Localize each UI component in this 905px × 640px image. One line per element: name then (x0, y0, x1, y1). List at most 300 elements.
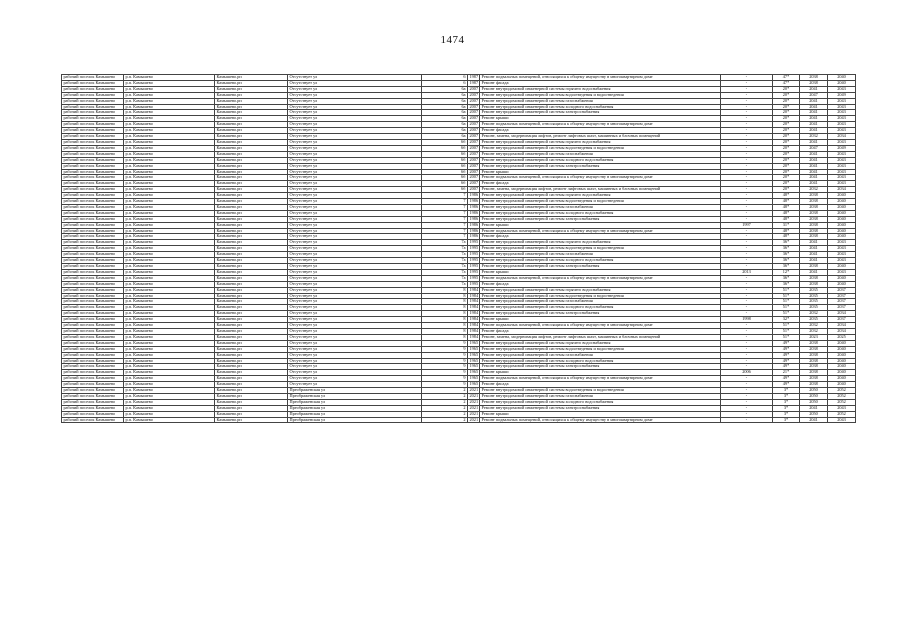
house-number-cell: 6б (422, 139, 468, 145)
settlement-cell: рабочий поселок Камышево (62, 293, 124, 299)
end-year-cell: 2043 (828, 246, 856, 252)
locality-cell: р.п. Камышево (124, 334, 215, 340)
start-year-cell: 2038 (800, 210, 828, 216)
work-type-cell: Ремонт внутридомовой инженерной системы газоснабжения (480, 204, 721, 210)
street-cell: Отсутствует ул (288, 199, 422, 205)
settlement-cell: рабочий поселок Камышево (62, 139, 124, 145)
locality-cell: р.п. Камышево (124, 139, 215, 145)
house-number-cell: 7а (422, 281, 468, 287)
start-year-cell: 2038 (800, 75, 828, 81)
work-type-cell: Ремонт внутридомовой инженерной системы газоснабжения (480, 352, 721, 358)
wear-cell: 20* (773, 134, 800, 140)
end-year-cell: 2040 (828, 193, 856, 199)
locality-cell: р.п. Камышево (124, 393, 215, 399)
settlement-cell: рабочий поселок Камышево (62, 228, 124, 234)
build-year-cell: 1984 (469, 316, 479, 322)
street-cell: Преображенская ул (288, 417, 422, 423)
settlement-cell: рабочий поселок Камышево (62, 388, 124, 394)
end-year-cell: 2043 (828, 252, 856, 258)
settlement-cell: рабочий поселок Камышево (62, 352, 124, 358)
locality-code-cell: Камышево.рп (215, 376, 288, 382)
locality-cell: р.п. Камышево (124, 305, 215, 311)
locality-code-cell: Камышево.рп (215, 75, 288, 81)
work-type-cell: Ремонт крыши (480, 269, 721, 275)
house-number-cell: 7а (422, 258, 468, 264)
last-repair-year-cell: - (721, 145, 773, 151)
end-year-cell: 2043 (828, 240, 856, 246)
settlement-cell: рабочий поселок Камышево (62, 281, 124, 287)
street-cell: Отсутствует ул (288, 287, 422, 293)
street-cell: Отсутствует ул (288, 187, 422, 193)
build-year-cell: 2007 (469, 169, 479, 174)
build-year-cell: 1984 (469, 293, 479, 298)
build-year-cell: 1965 (469, 358, 479, 363)
settlement-cell: рабочий поселок Камышево (62, 364, 124, 370)
street-cell: Отсутствует ул (288, 328, 422, 334)
settlement-cell: рабочий поселок Камышево (62, 234, 124, 240)
start-year-cell: 2050 (800, 399, 828, 405)
locality-cell: р.п. Камышево (124, 80, 215, 86)
wear-cell: 20* (773, 145, 800, 151)
locality-cell: р.п. Камышево (124, 240, 215, 246)
locality-cell: р.п. Камышево (124, 323, 215, 329)
locality-cell: р.п. Камышево (124, 163, 215, 169)
build-year-cell: 1984 (469, 287, 479, 292)
settlement-cell: рабочий поселок Камышево (62, 246, 124, 252)
end-year-cell: 2040 (828, 352, 856, 358)
build-year-cell: 1965 (469, 375, 479, 381)
end-year-cell: 2034 (828, 328, 856, 334)
last-repair-year-cell: - (721, 75, 773, 81)
last-repair-year-cell: 2006 (721, 370, 773, 376)
last-repair-year-cell: - (721, 228, 773, 234)
wear-cell: 21* (773, 370, 800, 376)
house-number-cell: 8 (422, 311, 468, 317)
end-year-cell: 2040 (828, 234, 856, 240)
settlement-cell: рабочий поселок Камышево (62, 216, 124, 222)
work-type-cell: Ремонт фасада (480, 234, 721, 240)
build-year-cell: 1986 (469, 222, 479, 227)
end-year-cell: 2040 (828, 275, 856, 281)
work-type-cell: Ремонт внутридомовой инженерной системы холодного водоснабжения (480, 399, 721, 405)
street-cell: Отсутствует ул (288, 334, 422, 340)
work-type-cell: Ремонт подвальных помещений, относящихся к общему имуществу в многоквартирном доме (480, 275, 721, 281)
street-cell: Преображенская ул (288, 399, 422, 405)
wear-cell: 47* (773, 75, 800, 81)
last-repair-year-cell: - (721, 252, 773, 258)
work-type-cell: Ремонт внутридомовой инженерной системы электроснабжения (480, 311, 721, 317)
wear-cell: 51* (773, 328, 800, 334)
house-number-cell: 6а (422, 116, 468, 122)
last-repair-year-cell: - (721, 181, 773, 187)
locality-code-cell: Камышево.рп (215, 311, 288, 317)
table-row (62, 417, 856, 423)
locality-code-cell: Камышево.рп (215, 234, 288, 240)
work-type-cell: Ремонт подвальных помещений, относящихся к общему имуществу в многоквартирном доме (480, 323, 721, 329)
end-year-cell: 2043 (828, 175, 856, 181)
house-number-cell: 8 (422, 317, 468, 323)
end-year-cell: 2034 (828, 323, 856, 329)
start-year-cell: 2041 (800, 128, 828, 134)
street-cell: Отсутствует ул (288, 382, 422, 388)
settlement-cell: рабочий поселок Камышево (62, 393, 124, 399)
wear-cell: 3* (773, 405, 800, 411)
street-cell: Отсутствует ул (288, 240, 422, 246)
last-repair-year-cell: - (721, 376, 773, 382)
house-number-cell: 7 (422, 234, 468, 240)
build-year-cell: 1986 (469, 216, 479, 221)
wear-cell: 20* (773, 163, 800, 169)
locality-code-cell: Камышево.рп (215, 269, 288, 275)
house-number-cell: 7 (422, 204, 468, 210)
street-cell: Отсутствует ул (288, 110, 422, 116)
work-type-cell: Ремонт, замена, модернизация лифтов, ремонт лифтовых шахт, машинных и блочных помещений (480, 187, 721, 193)
locality-code-cell: Камышево.рп (215, 110, 288, 116)
house-number-cell: 9 (422, 370, 468, 376)
street-cell: Отсутствует ул (288, 163, 422, 169)
start-year-cell: 2038 (800, 358, 828, 364)
locality-cell: р.п. Камышево (124, 169, 215, 175)
end-year-cell: 2052 (828, 411, 856, 417)
end-year-cell: 2043 (828, 110, 856, 116)
house-number-cell: 8 (422, 334, 468, 340)
work-type-cell: Ремонт внутридомовой инженерной системы холодного водоснабжения (480, 258, 721, 264)
locality-cell: р.п. Камышево (124, 216, 215, 222)
locality-cell: р.п. Камышево (124, 92, 215, 98)
work-type-cell: Ремонт внутридомовой инженерной системы холодного водоснабжения (480, 104, 721, 110)
street-cell: Отсутствует ул (288, 128, 422, 134)
repair-schedule-table-wrap (61, 74, 855, 423)
locality-code-cell: Камышево.рп (215, 334, 288, 340)
locality-cell: р.п. Камышево (124, 269, 215, 275)
end-year-cell: 2049 (828, 92, 856, 98)
work-type-cell: Ремонт внутридомовой инженерной системы горячего водоснабжения (480, 340, 721, 346)
end-year-cell: 2043 (828, 157, 856, 163)
start-year-cell: 2038 (800, 382, 828, 388)
house-number-cell: 6а (422, 92, 468, 98)
start-year-cell: 2035 (800, 293, 828, 299)
build-year-cell: 1995 (469, 257, 479, 263)
house-number-cell: 6а (422, 134, 468, 140)
locality-code-cell: Камышево.рп (215, 370, 288, 376)
street-cell: Отсутствует ул (288, 169, 422, 175)
start-year-cell: 2032 (800, 311, 828, 317)
wear-cell: 51* (773, 334, 800, 340)
locality-code-cell: Камышево.рп (215, 417, 288, 423)
build-year-cell: 2007 (469, 145, 479, 150)
settlement-cell: рабочий поселок Камышево (62, 264, 124, 270)
locality-cell: р.п. Камышево (124, 175, 215, 181)
wear-cell: 51* (773, 287, 800, 293)
build-year-cell: 2007 (469, 92, 479, 97)
build-year-cell: 1986 (469, 210, 479, 215)
street-cell: Отсутствует ул (288, 193, 422, 199)
wear-cell: 12* (773, 269, 800, 275)
last-repair-year-cell: - (721, 110, 773, 116)
work-type-cell: Ремонт фасада (480, 281, 721, 287)
last-repair-year-cell: - (721, 128, 773, 134)
end-year-cell: 2043 (828, 151, 856, 157)
house-number-cell: 8 (422, 305, 468, 311)
locality-code-cell: Камышево.рп (215, 293, 288, 299)
wear-cell: 32* (773, 317, 800, 323)
settlement-cell: рабочий поселок Камышево (62, 175, 124, 181)
wear-cell: 20* (773, 116, 800, 122)
house-number-cell: 6б (422, 187, 468, 193)
house-number-cell: 6б (422, 145, 468, 151)
build-year-cell: 1984 (469, 298, 479, 304)
street-cell: Отсутствует ул (288, 269, 422, 275)
work-type-cell: Ремонт внутридомовой инженерной системы газоснабжения (480, 299, 721, 305)
build-year-cell: 1965 (469, 346, 479, 351)
wear-cell: 48* (773, 216, 800, 222)
build-year-cell: 1965 (469, 381, 479, 387)
street-cell: Отсутствует ул (288, 104, 422, 110)
settlement-cell: рабочий поселок Камышево (62, 151, 124, 157)
settlement-cell: рабочий поселок Камышево (62, 204, 124, 210)
locality-cell: р.п. Камышево (124, 405, 215, 411)
house-number-cell: 6 (422, 80, 468, 86)
end-year-cell: 2037 (828, 299, 856, 305)
last-repair-year-cell: - (721, 411, 773, 417)
last-repair-year-cell: - (721, 264, 773, 270)
last-repair-year-cell: - (721, 388, 773, 394)
work-type-cell: Ремонт внутридомовой инженерной системы газоснабжения (480, 151, 721, 157)
start-year-cell: 2041 (800, 98, 828, 104)
wear-cell: 20* (773, 139, 800, 145)
settlement-cell: рабочий поселок Камышево (62, 163, 124, 169)
wear-cell: 20* (773, 181, 800, 187)
start-year-cell: 2023 (800, 334, 828, 340)
end-year-cell: 2040 (828, 75, 856, 81)
work-type-cell: Ремонт внутридомовой инженерной системы водоотведения и водоотведения (480, 199, 721, 205)
start-year-cell: 2041 (800, 175, 828, 181)
street-cell: Отсутствует ул (288, 293, 422, 299)
street-cell: Отсутствует ул (288, 258, 422, 264)
last-repair-year-cell: - (721, 258, 773, 264)
house-number-cell: 2 (422, 393, 468, 399)
house-number-cell: 7 (422, 193, 468, 199)
house-number-cell: 6б (422, 157, 468, 163)
settlement-cell: рабочий поселок Камышево (62, 80, 124, 86)
work-type-cell: Ремонт подвальных помещений, относящихся к общему имуществу в многоквартирном доме (480, 228, 721, 234)
locality-code-cell: Камышево.рп (215, 346, 288, 352)
build-year-cell: 1984 (469, 304, 479, 310)
house-number-cell: 7а (422, 252, 468, 258)
build-year-cell: 1965 (469, 369, 479, 375)
work-type-cell: Ремонт подвальных помещений, относящихся к общему имуществу в многоквартирном доме (480, 122, 721, 128)
street-cell: Отсутствует ул (288, 346, 422, 352)
settlement-cell: рабочий поселок Камышево (62, 75, 124, 81)
build-year-cell: 2021 (469, 387, 479, 393)
start-year-cell: 2038 (800, 222, 828, 228)
start-year-cell: 2038 (800, 234, 828, 240)
work-type-cell: Ремонт внутридомовой инженерной системы холодного водоснабжения (480, 157, 721, 163)
house-number-cell: 7 (422, 199, 468, 205)
wear-cell: 3* (773, 417, 800, 423)
start-year-cell: 2038 (800, 80, 828, 86)
start-year-cell: 2041 (800, 240, 828, 246)
street-cell: Отсутствует ул (288, 234, 422, 240)
work-type-cell: Ремонт внутридомовой инженерной системы горячего водоснабжения (480, 86, 721, 92)
build-year-cell: 1995 (469, 275, 479, 280)
work-type-cell: Ремонт внутридомовой инженерной системы горячего водоснабжения (480, 287, 721, 293)
build-year-cell: 1986 (469, 192, 479, 198)
settlement-cell: рабочий поселок Камышево (62, 334, 124, 340)
house-number-cell: 6а (422, 98, 468, 104)
work-type-cell: Ремонт внутридомовой инженерной системы электроснабжения (480, 264, 721, 270)
start-year-cell: 2038 (800, 364, 828, 370)
house-number-cell: 9 (422, 358, 468, 364)
work-type-cell: Ремонт подвальных помещений, относящихся к общему имуществу в многоквартирном доме (480, 417, 721, 423)
house-number-cell: 6а (422, 128, 468, 134)
wear-cell: 51* (773, 311, 800, 317)
build-year-cell: 2007 (469, 151, 479, 156)
end-year-cell: 2040 (828, 281, 856, 287)
last-repair-year-cell: - (721, 405, 773, 411)
house-number-cell: 8 (422, 328, 468, 334)
settlement-cell: рабочий поселок Камышево (62, 128, 124, 134)
house-number-cell: 6б (422, 169, 468, 175)
last-repair-year-cell: 2013 (721, 269, 773, 275)
work-type-cell: Ремонт фасада (480, 128, 721, 134)
house-number-cell: 7 (422, 228, 468, 234)
house-number-cell: 2 (422, 405, 468, 411)
locality-code-cell: Камышево.рп (215, 382, 288, 388)
wear-cell: 49* (773, 376, 800, 382)
work-type-cell: Ремонт крыши (480, 411, 721, 417)
end-year-cell: 2037 (828, 287, 856, 293)
settlement-cell: рабочий поселок Камышево (62, 187, 124, 193)
locality-cell: р.п. Камышево (124, 340, 215, 346)
locality-cell: р.п. Камышево (124, 134, 215, 140)
start-year-cell: 2041 (800, 417, 828, 423)
wear-cell: 36* (773, 258, 800, 264)
settlement-cell: рабочий поселок Камышево (62, 104, 124, 110)
street-cell: Отсутствует ул (288, 352, 422, 358)
work-type-cell: Ремонт фасада (480, 80, 721, 86)
end-year-cell: 2040 (828, 358, 856, 364)
locality-code-cell: Камышево.рп (215, 323, 288, 329)
house-number-cell: 7а (422, 240, 468, 246)
street-cell: Отсутствует ул (288, 311, 422, 317)
locality-code-cell: Камышево.рп (215, 122, 288, 128)
house-number-cell: 7 (422, 210, 468, 216)
locality-code-cell: Камышево.рп (215, 252, 288, 258)
locality-code-cell: Камышево.рп (215, 399, 288, 405)
last-repair-year-cell: - (721, 340, 773, 346)
last-repair-year-cell: - (721, 393, 773, 399)
locality-code-cell: Камышево.рп (215, 216, 288, 222)
street-cell: Отсутствует ул (288, 299, 422, 305)
settlement-cell: рабочий поселок Камышево (62, 323, 124, 329)
start-year-cell: 2038 (800, 370, 828, 376)
locality-code-cell: Камышево.рп (215, 104, 288, 110)
wear-cell: 20* (773, 151, 800, 157)
build-year-cell: 1986 (469, 198, 479, 204)
start-year-cell: 2038 (800, 228, 828, 234)
build-year-cell: 2007 (469, 86, 479, 91)
last-repair-year-cell: 1998 (721, 317, 773, 323)
end-year-cell: 2034 (828, 311, 856, 317)
locality-code-cell: Камышево.рп (215, 240, 288, 246)
build-year-cell: 1995 (469, 263, 479, 268)
locality-cell: р.п. Камышево (124, 151, 215, 157)
wear-cell: 36* (773, 252, 800, 258)
last-repair-year-cell: - (721, 281, 773, 287)
wear-cell: 20* (773, 98, 800, 104)
work-type-cell: Ремонт крыши (480, 370, 721, 376)
locality-code-cell: Камышево.рп (215, 80, 288, 86)
last-repair-year-cell: - (721, 199, 773, 205)
start-year-cell: 2038 (800, 193, 828, 199)
house-number-cell: 2 (422, 399, 468, 405)
street-cell: Отсутствует ул (288, 376, 422, 382)
build-year-cell: 1995 (469, 245, 479, 251)
locality-code-cell: Камышево.рп (215, 116, 288, 122)
settlement-cell: рабочий поселок Камышево (62, 222, 124, 228)
settlement-cell: рабочий поселок Камышево (62, 346, 124, 352)
start-year-cell: 2041 (800, 122, 828, 128)
settlement-cell: рабочий поселок Камышево (62, 358, 124, 364)
start-year-cell: 2041 (800, 116, 828, 122)
start-year-cell: 2038 (800, 340, 828, 346)
start-year-cell: 2041 (800, 110, 828, 116)
end-year-cell: 2040 (828, 264, 856, 270)
work-type-cell: Ремонт крыши (480, 169, 721, 175)
house-number-cell: 7а (422, 264, 468, 270)
house-number-cell: 8 (422, 287, 468, 293)
build-year-cell: 2007 (469, 127, 479, 133)
start-year-cell: 2041 (800, 181, 828, 187)
wear-cell: 31* (773, 222, 800, 228)
house-number-cell: 9 (422, 340, 468, 346)
work-type-cell: Ремонт внутридомовой инженерной системы водоотведения и водоотведения (480, 246, 721, 252)
build-year-cell: 2007 (469, 174, 479, 180)
build-year-cell: 2007 (469, 186, 479, 192)
end-year-cell: 2040 (828, 376, 856, 382)
settlement-cell: рабочий поселок Камышево (62, 405, 124, 411)
work-type-cell: Ремонт фасада (480, 382, 721, 388)
start-year-cell: 2038 (800, 275, 828, 281)
end-year-cell: 2043 (828, 139, 856, 145)
settlement-cell: рабочий поселок Камышево (62, 370, 124, 376)
locality-code-cell: Камышево.рп (215, 151, 288, 157)
locality-cell: р.п. Камышево (124, 246, 215, 252)
build-year-cell: 2007 (469, 180, 479, 186)
work-type-cell: Ремонт, замена, модернизация лифтов, ремонт лифтовых шахт, машинных и блочных помещений (480, 334, 721, 340)
settlement-cell: рабочий поселок Камышево (62, 86, 124, 92)
settlement-cell: рабочий поселок Камышево (62, 399, 124, 405)
locality-code-cell: Камышево.рп (215, 193, 288, 199)
start-year-cell: 2041 (800, 269, 828, 275)
end-year-cell: 2040 (828, 222, 856, 228)
house-number-cell: 6б (422, 163, 468, 169)
work-type-cell: Ремонт крыши (480, 116, 721, 122)
work-type-cell: Ремонт внутридомовой инженерной системы холодного водоснабжения (480, 210, 721, 216)
build-year-cell: 1986 (469, 204, 479, 209)
last-repair-year-cell: - (721, 157, 773, 163)
settlement-cell: рабочий поселок Камышево (62, 210, 124, 216)
street-cell: Отсутствует ул (288, 145, 422, 151)
locality-cell: р.п. Камышево (124, 346, 215, 352)
street-cell: Отсутствует ул (288, 317, 422, 323)
house-number-cell: 2 (422, 388, 468, 394)
wear-cell: 49* (773, 358, 800, 364)
settlement-cell: рабочий поселок Камышево (62, 411, 124, 417)
start-year-cell: 2038 (800, 346, 828, 352)
end-year-cell: 2043 (828, 163, 856, 169)
